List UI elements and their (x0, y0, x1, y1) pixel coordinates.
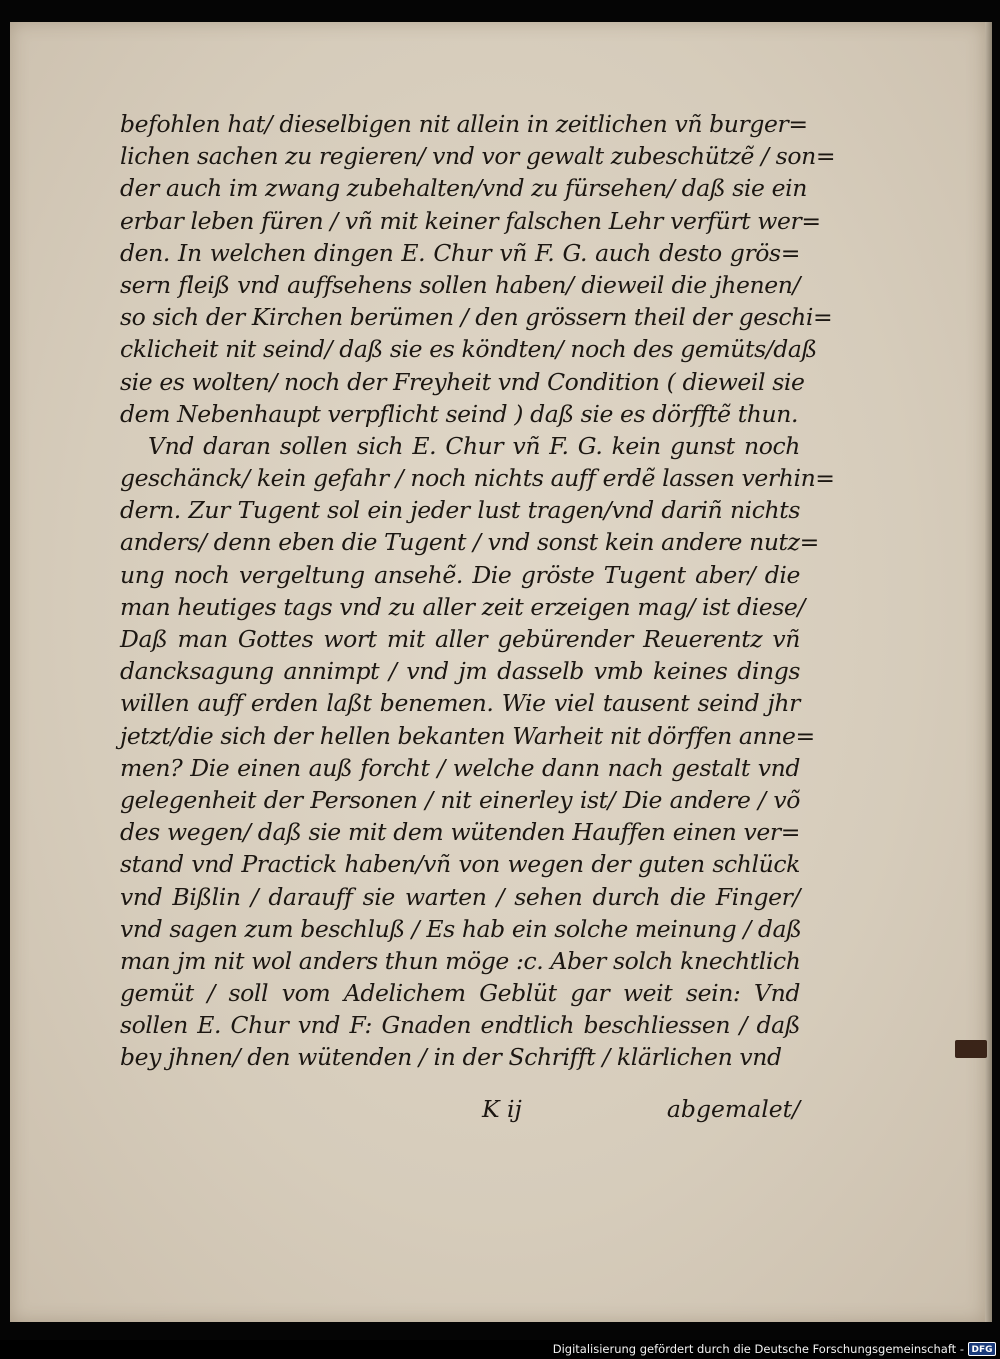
text-line: man heutiges tags vnd zu aller zeit erzeigen mag/ ist diese/ (120, 592, 805, 621)
text-line: sie es wolten/ noch der Freyheit vnd Condition ( dieweil sie (120, 367, 805, 396)
catchword: abgemalet/ (666, 1095, 800, 1123)
text-line: man jm nit wol anders thun möge :c. Aber solch knechtlich (120, 946, 801, 975)
text-line: gemüt / soll vom Adelichem Geblüt gar weit sein: Vnd (120, 979, 800, 1008)
text-line: men? Die einen auß forcht / welche dann nach gestalt vnd (120, 753, 800, 782)
text-line: stand vnd Practick haben/vñ von wegen der guten schlück (120, 850, 800, 879)
text-line: gelegenheit der Personen / nit einerley ist/ Die andere / võ (120, 785, 800, 814)
text-line: sollen E. Chur vnd F: Gnaden endtlich beschliessen / daß (120, 1011, 800, 1040)
text-line: ung noch vergeltung ansehẽ. Die gröste Tugent aber/ die (120, 560, 800, 589)
text-line: geschänck/ kein gefahr / noch nichts auff erdẽ lassen verhin= (120, 464, 835, 493)
text-line: der auch im zwang zubehalten/vnd zu fürsehen/ daß sie ein (120, 174, 807, 203)
text-line: des wegen/ daß sie mit dem wütenden Hauffen einen ver= (120, 818, 800, 847)
text-line: den. In welchen dingen E. Chur vñ F. G. auch desto grös= (120, 238, 800, 267)
text-line: lichen sachen zu regieren/ vnd vor gewalt zubeschützẽ / son= (120, 142, 836, 171)
text-line: willen auff erden laßt benemen. Wie viel tausent seind jhr (120, 689, 800, 718)
text-line: dem Nebenhaupt verpflicht seind ) daß sie es dörfftẽ thun. (120, 399, 799, 428)
text-line: cklicheit nit seind/ daß sie es köndten/ noch des gemüts/daß (120, 335, 817, 364)
text-line: befohlen hat/ dieselbigen nit allein in zeitlichen vñ burger= (120, 110, 808, 138)
text-line: so sich der Kirchen berümen / den grössern theil der geschi= (120, 303, 833, 332)
page-edge (985, 22, 992, 1322)
text-line: anders/ denn eben die Tugent / vnd sonst kein andere nutz= (120, 528, 819, 557)
text-line: sern fleiß vnd auffsehens sollen haben/ dieweil die jhenen/ (120, 270, 800, 299)
text-line: erbar leben füren / vñ mit keiner falschen Lehr verfürt wer= (120, 206, 821, 235)
footer-credit: Digitalisierung gefördert durch die Deutsche Forschungsgemeinschaft - (552, 1342, 964, 1356)
dfg-logo: DFG (968, 1342, 996, 1356)
text-line: vnd Bißlin / darauff sie warten / sehen durch die Finger/ (120, 882, 800, 911)
text-line: dancksagung annimpt / vnd jm dasselb vmb keines dings (120, 657, 800, 686)
signature-mark: K ij (482, 1095, 522, 1123)
body-text (120, 108, 836, 1074)
text-line: bey jhnen/ den wütenden / in der Schrifft / klärlichen vnd (120, 1043, 782, 1072)
text-line: vnd sagen zum beschluß / Es hab ein solche meinung / daß (120, 914, 802, 943)
page-bottom-row (120, 1092, 800, 1126)
text-line: Vnd daran sollen sich E. Chur vñ F. G. kein gunst noch (148, 431, 800, 460)
page-tab-marker (955, 1040, 987, 1058)
text-line: Daß man Gottes wort mit aller gebürender Reuerentz vñ (120, 625, 800, 653)
text-line: dern. Zur Tugent sol ein jeder lust tragen/vnd dariñ nichts (120, 496, 800, 525)
text-line: jetzt/die sich der hellen bekanten Warheit nit dörffen anne= (120, 721, 815, 750)
footer-bar (0, 1340, 1000, 1359)
